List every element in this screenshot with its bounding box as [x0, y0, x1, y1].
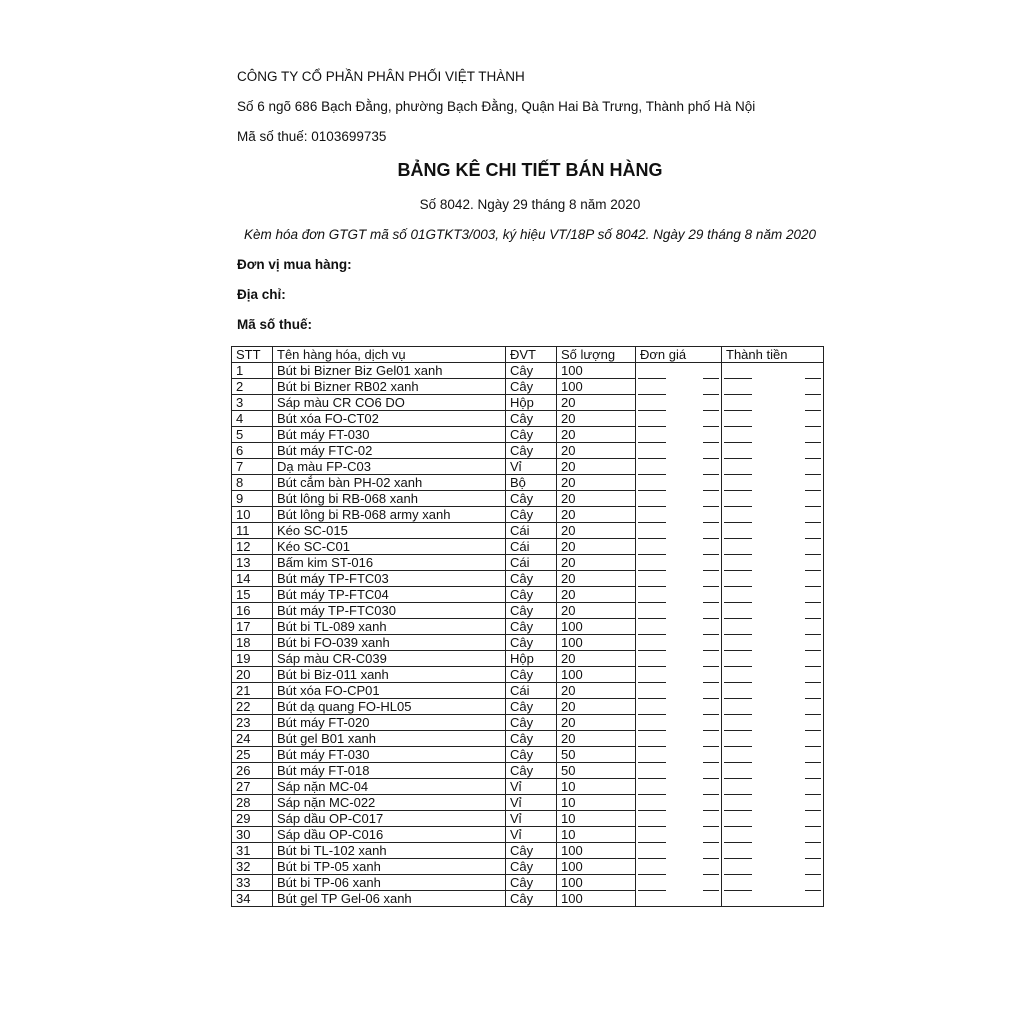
buyer-tax-label: Mã số thuế:	[237, 317, 313, 332]
row-item-name: Bút bi TL-102 xanh	[273, 843, 506, 859]
table-row	[232, 811, 824, 827]
row-unit-price	[636, 699, 722, 715]
buyer-address-label: Địa chỉ:	[237, 287, 286, 302]
row-item-name: Bút máy FT-030	[273, 747, 506, 763]
row-amount	[722, 459, 824, 475]
row-stt: 13	[232, 555, 273, 571]
row-unit: Cây	[506, 715, 557, 731]
header-unit-price: Đơn giá	[636, 347, 722, 363]
row-amount	[722, 667, 824, 683]
row-unit-price	[636, 731, 722, 747]
row-item-name: Kéo SC-C01	[273, 539, 506, 555]
row-item-name: Sáp dầu OP-C016	[273, 827, 506, 843]
table-row	[232, 491, 824, 507]
row-unit-price	[636, 555, 722, 571]
row-quantity: 10	[557, 795, 636, 811]
row-stt: 28	[232, 795, 273, 811]
row-quantity: 20	[557, 491, 636, 507]
row-unit: Vỉ	[506, 459, 557, 475]
row-amount	[722, 507, 824, 523]
row-unit: Hộp	[506, 395, 557, 411]
row-item-name: Bút xóa FO-CP01	[273, 683, 506, 699]
row-amount	[722, 523, 824, 539]
row-quantity: 20	[557, 395, 636, 411]
table-row	[232, 715, 824, 731]
row-amount	[722, 779, 824, 795]
row-amount	[722, 475, 824, 491]
row-unit: Cái	[506, 683, 557, 699]
row-quantity: 20	[557, 683, 636, 699]
row-amount	[722, 635, 824, 651]
row-unit-price	[636, 843, 722, 859]
row-unit: Cây	[506, 379, 557, 395]
row-unit: Cây	[506, 363, 557, 379]
row-unit: Cái	[506, 539, 557, 555]
row-stt: 30	[232, 827, 273, 843]
table-row	[232, 475, 824, 491]
company-address: Số 6 ngõ 686 Bạch Đằng, phường Bạch Đằng, Quận Hai Bà Trưng, Thành phố Hà Nội	[237, 99, 756, 114]
row-unit: Cây	[506, 747, 557, 763]
row-quantity: 20	[557, 699, 636, 715]
row-unit: Vỉ	[506, 779, 557, 795]
row-stt: 15	[232, 587, 273, 603]
row-unit: Cây	[506, 763, 557, 779]
table-row	[232, 379, 824, 395]
table-row	[232, 443, 824, 459]
row-amount	[722, 603, 824, 619]
row-unit-price	[636, 475, 722, 491]
row-amount	[722, 539, 824, 555]
header-amount: Thành tiền	[722, 347, 824, 363]
row-item-name: Sáp nặn MC-022	[273, 795, 506, 811]
row-amount	[722, 699, 824, 715]
row-quantity: 50	[557, 763, 636, 779]
row-unit: Vỉ	[506, 795, 557, 811]
row-stt: 25	[232, 747, 273, 763]
row-unit-price	[636, 427, 722, 443]
row-stt: 4	[232, 411, 273, 427]
table-row	[232, 875, 824, 891]
row-unit-price	[636, 747, 722, 763]
row-stt: 32	[232, 859, 273, 875]
row-unit: Cây	[506, 891, 557, 907]
row-item-name: Bút bi FO-039 xanh	[273, 635, 506, 651]
row-unit-price	[636, 491, 722, 507]
row-quantity: 20	[557, 603, 636, 619]
row-item-name: Dạ màu FP-C03	[273, 459, 506, 475]
sales-detail-table	[231, 346, 824, 907]
row-item-name: Bút máy TP-FTC04	[273, 587, 506, 603]
row-unit-price	[636, 891, 722, 907]
row-item-name: Bút bi Biz-011 xanh	[273, 667, 506, 683]
table-row	[232, 411, 824, 427]
table-row	[232, 827, 824, 843]
table-row	[232, 539, 824, 555]
header-unit: ĐVT	[506, 347, 557, 363]
row-amount	[722, 859, 824, 875]
company-tax-id: Mã số thuế: 0103699735	[237, 129, 387, 144]
row-quantity: 50	[557, 747, 636, 763]
row-unit: Cây	[506, 635, 557, 651]
row-unit-price	[636, 683, 722, 699]
row-amount	[722, 715, 824, 731]
row-unit: Cái	[506, 523, 557, 539]
row-stt: 14	[232, 571, 273, 587]
row-unit: Cây	[506, 507, 557, 523]
row-unit-price	[636, 459, 722, 475]
row-quantity: 20	[557, 571, 636, 587]
row-unit: Vỉ	[506, 811, 557, 827]
row-quantity: 100	[557, 667, 636, 683]
row-unit-price	[636, 779, 722, 795]
row-item-name: Bút bi TP-05 xanh	[273, 859, 506, 875]
row-stt: 24	[232, 731, 273, 747]
table-row	[232, 395, 824, 411]
row-quantity: 20	[557, 731, 636, 747]
row-stt: 12	[232, 539, 273, 555]
row-amount	[722, 747, 824, 763]
row-unit: Cây	[506, 427, 557, 443]
row-item-name: Kéo SC-015	[273, 523, 506, 539]
row-unit: Cây	[506, 731, 557, 747]
row-amount	[722, 587, 824, 603]
company-name: CÔNG TY CỔ PHẦN PHÂN PHỐI VIỆT THÀNH	[237, 69, 525, 84]
table-row	[232, 795, 824, 811]
row-stt: 34	[232, 891, 273, 907]
row-stt: 31	[232, 843, 273, 859]
row-unit-price	[636, 363, 722, 379]
row-unit-price	[636, 635, 722, 651]
table-row	[232, 683, 824, 699]
row-unit-price	[636, 875, 722, 891]
row-unit: Cây	[506, 571, 557, 587]
row-stt: 20	[232, 667, 273, 683]
row-unit: Cây	[506, 411, 557, 427]
row-unit-price	[636, 859, 722, 875]
table-row	[232, 603, 824, 619]
row-amount	[722, 555, 824, 571]
table-row	[232, 459, 824, 475]
table-row	[232, 363, 824, 379]
row-quantity: 100	[557, 859, 636, 875]
row-unit-price	[636, 395, 722, 411]
row-amount	[722, 731, 824, 747]
row-quantity: 100	[557, 875, 636, 891]
row-quantity: 100	[557, 635, 636, 651]
row-unit: Cây	[506, 875, 557, 891]
table-row	[232, 779, 824, 795]
table-row	[232, 587, 824, 603]
row-quantity: 20	[557, 715, 636, 731]
table-row	[232, 699, 824, 715]
row-stt: 17	[232, 619, 273, 635]
row-item-name: Bút máy FTC-02	[273, 443, 506, 459]
table-row	[232, 859, 824, 875]
row-item-name: Bút xóa FO-CT02	[273, 411, 506, 427]
row-quantity: 100	[557, 891, 636, 907]
table-row	[232, 843, 824, 859]
table-row	[232, 555, 824, 571]
row-quantity: 100	[557, 379, 636, 395]
row-quantity: 100	[557, 363, 636, 379]
row-unit-price	[636, 523, 722, 539]
row-stt: 11	[232, 523, 273, 539]
row-quantity: 10	[557, 811, 636, 827]
row-amount	[722, 427, 824, 443]
row-amount	[722, 491, 824, 507]
row-item-name: Bút máy FT-018	[273, 763, 506, 779]
row-quantity: 20	[557, 555, 636, 571]
row-stt: 22	[232, 699, 273, 715]
row-item-name: Sáp màu CR-C039	[273, 651, 506, 667]
table-row	[232, 667, 824, 683]
row-stt: 7	[232, 459, 273, 475]
row-unit-price	[636, 443, 722, 459]
row-amount	[722, 571, 824, 587]
row-item-name: Bấm kim ST-016	[273, 555, 506, 571]
row-item-name: Bút bi TL-089 xanh	[273, 619, 506, 635]
row-stt: 21	[232, 683, 273, 699]
table-row	[232, 891, 824, 907]
table-body	[232, 363, 824, 907]
document-title: BẢNG KÊ CHI TIẾT BÁN HÀNG	[397, 160, 663, 180]
invoice-reference: Kèm hóa đơn GTGT mã số 01GTKT3/003, ký hiệu VT/18P số 8042. Ngày 29 tháng 8 năm 2020	[244, 227, 816, 242]
row-unit: Cây	[506, 699, 557, 715]
row-item-name: Bút máy TP-FTC03	[273, 571, 506, 587]
row-unit-price	[636, 619, 722, 635]
row-item-name: Sáp nặn MC-04	[273, 779, 506, 795]
row-item-name: Bút bi TP-06 xanh	[273, 875, 506, 891]
row-stt: 3	[232, 395, 273, 411]
row-amount	[722, 843, 824, 859]
row-stt: 18	[232, 635, 273, 651]
row-stt: 19	[232, 651, 273, 667]
row-quantity: 10	[557, 779, 636, 795]
row-unit: Cây	[506, 603, 557, 619]
row-item-name: Bút lông bi RB-068 army xanh	[273, 507, 506, 523]
row-unit-price	[636, 715, 722, 731]
buyer-unit-label: Đơn vị mua hàng:	[237, 257, 352, 272]
row-stt: 8	[232, 475, 273, 491]
row-amount	[722, 363, 824, 379]
row-item-name: Bút máy TP-FTC030	[273, 603, 506, 619]
row-quantity: 100	[557, 843, 636, 859]
row-item-name: Bút bi Bizner Biz Gel01 xanh	[273, 363, 506, 379]
row-amount	[722, 875, 824, 891]
row-unit: Hộp	[506, 651, 557, 667]
row-item-name: Bút máy FT-020	[273, 715, 506, 731]
row-unit-price	[636, 411, 722, 427]
row-amount	[722, 411, 824, 427]
row-quantity: 20	[557, 587, 636, 603]
row-stt: 10	[232, 507, 273, 523]
row-amount	[722, 683, 824, 699]
row-item-name: Bút máy FT-030	[273, 427, 506, 443]
row-quantity: 10	[557, 827, 636, 843]
row-unit: Cái	[506, 555, 557, 571]
row-amount	[722, 395, 824, 411]
row-stt: 9	[232, 491, 273, 507]
row-quantity: 20	[557, 507, 636, 523]
header-stt: STT	[232, 347, 273, 363]
row-quantity: 20	[557, 651, 636, 667]
row-stt: 26	[232, 763, 273, 779]
header-item-name: Tên hàng hóa, dịch vụ	[273, 347, 506, 363]
row-unit-price	[636, 571, 722, 587]
row-amount	[722, 619, 824, 635]
table-row	[232, 523, 824, 539]
row-amount	[722, 827, 824, 843]
row-stt: 27	[232, 779, 273, 795]
table-row	[232, 731, 824, 747]
row-stt: 23	[232, 715, 273, 731]
row-amount	[722, 891, 824, 907]
row-quantity: 20	[557, 427, 636, 443]
row-item-name: Sáp dầu OP-C017	[273, 811, 506, 827]
row-item-name: Bút gel B01 xanh	[273, 731, 506, 747]
row-unit-price	[636, 795, 722, 811]
document-number-date: Số 8042. Ngày 29 tháng 8 năm 2020	[419, 197, 641, 212]
row-stt: 2	[232, 379, 273, 395]
table-row	[232, 427, 824, 443]
table-header-row	[232, 347, 824, 363]
row-unit-price	[636, 827, 722, 843]
row-unit: Cây	[506, 667, 557, 683]
row-unit: Cây	[506, 843, 557, 859]
table-row	[232, 619, 824, 635]
row-quantity: 20	[557, 443, 636, 459]
row-unit-price	[636, 603, 722, 619]
row-quantity: 20	[557, 475, 636, 491]
table-row	[232, 651, 824, 667]
row-item-name: Bút lông bi RB-068 xanh	[273, 491, 506, 507]
row-stt: 29	[232, 811, 273, 827]
row-quantity: 100	[557, 619, 636, 635]
row-unit-price	[636, 763, 722, 779]
row-amount	[722, 443, 824, 459]
table-row	[232, 747, 824, 763]
row-unit: Bộ	[506, 475, 557, 491]
table-row	[232, 507, 824, 523]
row-quantity: 20	[557, 411, 636, 427]
row-unit-price	[636, 539, 722, 555]
row-unit-price	[636, 379, 722, 395]
row-item-name: Bút dạ quang FO-HL05	[273, 699, 506, 715]
row-unit: Cây	[506, 619, 557, 635]
row-unit: Vỉ	[506, 827, 557, 843]
table-row	[232, 763, 824, 779]
row-amount	[722, 651, 824, 667]
row-item-name: Bút gel TP Gel-06 xanh	[273, 891, 506, 907]
row-unit-price	[636, 507, 722, 523]
row-stt: 1	[232, 363, 273, 379]
row-unit-price	[636, 587, 722, 603]
row-unit: Cây	[506, 443, 557, 459]
row-unit: Cây	[506, 587, 557, 603]
header-quantity: Số lượng	[557, 347, 636, 363]
row-unit: Cây	[506, 491, 557, 507]
row-stt: 6	[232, 443, 273, 459]
row-amount	[722, 763, 824, 779]
row-unit-price	[636, 651, 722, 667]
row-quantity: 20	[557, 459, 636, 475]
row-amount	[722, 379, 824, 395]
table-row	[232, 571, 824, 587]
table-row	[232, 635, 824, 651]
row-unit-price	[636, 811, 722, 827]
row-item-name: Sáp màu CR CO6 DO	[273, 395, 506, 411]
row-unit-price	[636, 667, 722, 683]
row-item-name: Bút bi Bizner RB02 xanh	[273, 379, 506, 395]
row-stt: 5	[232, 427, 273, 443]
row-amount	[722, 795, 824, 811]
row-item-name: Bút cắm bàn PH-02 xanh	[273, 475, 506, 491]
row-unit: Cây	[506, 859, 557, 875]
row-quantity: 20	[557, 523, 636, 539]
row-amount	[722, 811, 824, 827]
row-stt: 16	[232, 603, 273, 619]
row-stt: 33	[232, 875, 273, 891]
row-quantity: 20	[557, 539, 636, 555]
